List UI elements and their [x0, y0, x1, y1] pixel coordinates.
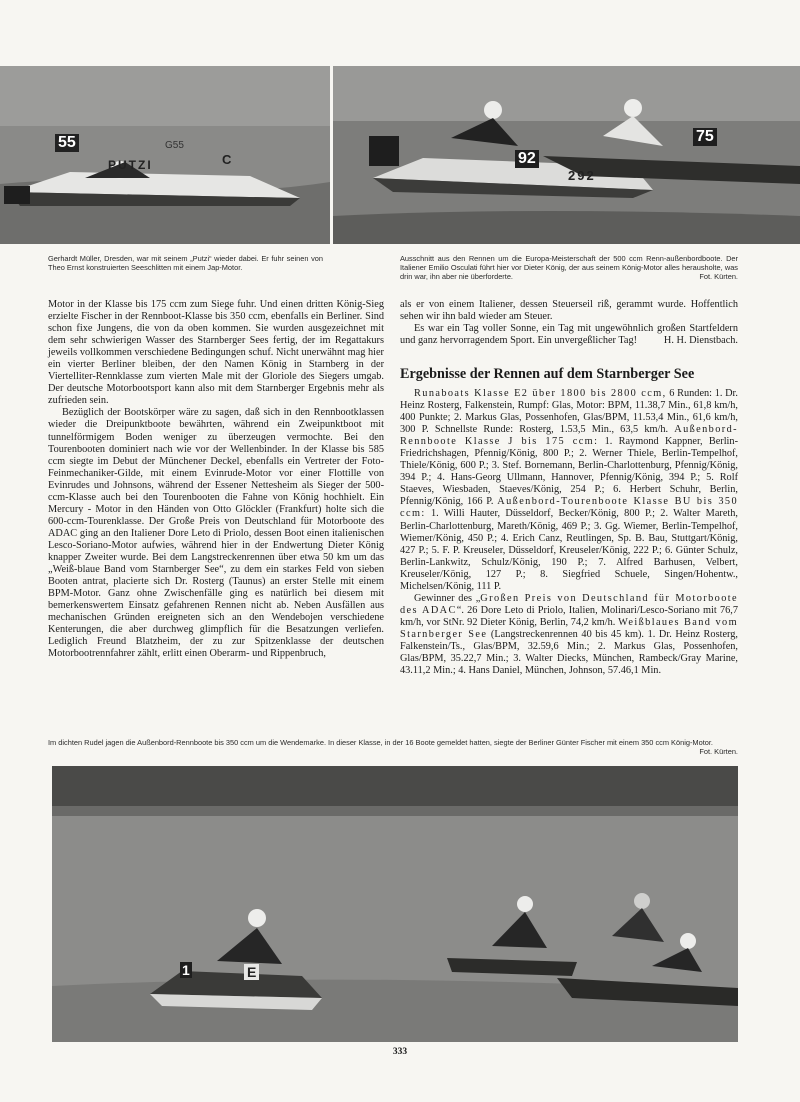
result-block — [400, 593, 738, 677]
photo-outboard-pack — [52, 766, 738, 1042]
results-list — [400, 388, 738, 677]
photo-credit: Fot. Kürten. — [699, 272, 738, 282]
article-paragraph: als er von einem Italiener, dessen Steuerseil riß, gerammt wurde. Hoffentlich sehen wir ihn bald wieder am Steuer. — [400, 299, 738, 323]
page-number: 333 — [392, 1047, 408, 1057]
result-class-title: Außenbord-Rennboote Klasse J bis 175 ccm: — [400, 424, 738, 448]
result-class-title: Außenbord-Tourenboote Klasse BU bis 350 ccm: — [400, 496, 738, 520]
article-paragraph: Motor in der Klasse bis 175 ccm zum Siege fuhr. Und einen dritten König-Sieg erzielte Fischer in der Rennboot-Klasse bis 350 ccm, ebenfalls ein Berliner. Sind schon fixe Jungens, die von da oben kommen. Sie wurden ausgezeichnet mit dem sehr schwierigen Wasser des Starnberger Sees fertig, der im Regattakurs jeweils vollkommen verschiedene Bedingungen schuf. Nicht unerwähnt mag hier ein vierter Berliner bleiben, der den Namen König in Starnberg in der Viertelliter-Rennklasse zum vierten Male mit der Gloriole des Siegers umgab. Der deutsche Motorbootsport kann also mit dem Starnberger Ergebnis mehr als zufrieden sein. — [48, 299, 384, 407]
result-text: “. 26 Dore Leto di Priolo, Italien, Molinari/Lesco-Soriano mit 76,7 km/h, vor StNr. 92 Dieter König, Berlin, 74,2 km/h. — [400, 604, 739, 628]
boat-number-1: 1 — [182, 962, 190, 978]
result-text: 1. Willi Hauter, Düsseldorf, Becker/König, 800 P.; 2. Walter Mareth, Berlin-Charlottenburg, Mareth/König, 469 P.; 3. Gg. Wiemer, Berlin-Tempelhof, Wiemer/König, 450 P.; 4. Erich Canz, Reutlingen, Sp. B. Bau, Stuttgart/König, 427 P.; 5. F. P. Kreuseler, Düsseldorf, Kreuseler/König, 222 P.; 6. Günter Schulz, Berlin-Lankwitz, Schulz/König, 190 P.; 7. Alfred Barhusen, Velbert, Kreuseler/König, 127 P.; 8. Siegfried Schuele, Singen/Hohentw., Michelsen/König, 111 P. — [400, 508, 738, 592]
photo-putzi-boat — [0, 66, 330, 244]
boat-number-92: 92 — [515, 150, 539, 168]
hull-text-putzi: PUTZI — [108, 158, 153, 172]
article-left-column — [48, 299, 384, 660]
hull-number-292: 292 — [568, 168, 596, 183]
caption-top-right-text: Ausschnitt aus den Rennen um die Europa-Meisterschaft der 500 ccm Renn-außenbordboote. Der Italiener Emilio Osculati führt hier vor Dieter König, der aus seinem König-Motor alles herausholte, was drin war, ihn aber nie überforderte. — [400, 254, 738, 282]
article-right-column — [400, 299, 738, 347]
result-text: 1. Raymond Kappner, Berlin-Friedrichshagen, Pfennig/König, 800 P.; 2. Werner Thiele, Berlin-Tempelhof, Thiele/König, 600 P.; 3. Stef. Bornemann, Berlin-Charlottenburg, Pfennig/König, 394 P.; 4. Hans-Georg Ullmann, Hannover, Pfennig/König, 394 P.; 5. Rolf Staeves, Wiesbaden, Staeves/König, 254 P.; 6. Herbert Schuhr, Berlin, Pfennig/König, 166 P. — [400, 436, 738, 508]
boat-number-g55: G55 — [165, 140, 184, 151]
boat-number-55: 55 — [55, 134, 79, 152]
result-class-title: Weißblaues Band vom Starnberger See — [400, 616, 738, 640]
result-text: Gewinner des „ — [414, 592, 481, 604]
author-signature: H. H. Dienstbach. — [663, 335, 738, 347]
hull-letter: C — [222, 152, 232, 167]
results-heading: Ergebnisse der Rennen auf dem Starnberger See — [400, 366, 695, 382]
caption-bottom — [48, 738, 738, 756]
closing-text: Es war ein Tag voller Sonne, ein Tag mit ungewöhnlich großen Startfeldern und ganz hervorragendem Sport. Ein unvergeßlicher Tag! — [400, 323, 738, 347]
article-paragraph — [400, 323, 738, 347]
caption-bottom-text: Im dichten Rudel jagen die Außenbord-Rennboote bis 350 ccm um die Wendemarke. In dieser Klasse, in der 16 Boote gemeldet hatten, siegte der Berliner Günter Fischer mit einem 350 ccm König-Motor. — [48, 738, 713, 747]
result-text: (Langstreckenrennen 40 bis 45 km). 1. Dr. Heinz Rosterg, Falkenstein/Ts., Glas/BPM, 32.59,6 Min.; 2. Markus Glas, Possenhofen, Glas/BPM, 35.22,7 Min.; 3. Walter Diecks, München, Rambeck/Gray Marine, 43.11,2 Min.; 4. Hans Daniel, München, Johnson, 57.46,1 Min. — [400, 628, 738, 677]
result-block — [400, 388, 738, 593]
photo-credit: Fot. Kürten. — [699, 747, 738, 757]
photo-european-championship-race — [333, 66, 800, 244]
caption-top-left: Gerhardt Müller, Dresden, war mit seinem „Putzi“ wieder dabei. Er fuhr seinen von Theo Ernst konstruierten Seeschlitten mit einem Jap-Motor. — [48, 254, 323, 273]
caption-top-right — [400, 254, 738, 282]
result-class-title: Großen Preis von Deutschland für Motorboote des ADAC — [400, 592, 738, 616]
boat-letter-e: E — [244, 964, 259, 980]
result-text: 6 Runden: 1. Dr. Heinz Rosterg, Falkenstein, Rumpf: Glas, Motor: BPM, 11.38,7 Min., 61,8 km/h, 400 Punkte; 2. Markus Glas, Possenhofen, Glas/BPM, 11.53,4 Min., 61,6 km/h, 300 P. Schnellste Runde: Rosterg, 1.53,5 Min., 63,5 km/h. — [400, 388, 738, 436]
article-paragraph: Bezüglich der Bootskörper wäre zu sagen, daß sich in den Rennbootklassen wieder die Dreipunktboote bewährten, während ein Zweipunktboot mit tunnelförmigem Boden weniger zu überzeugen vermochte. Bei den Tourenbooten dominiert nach wie vor der Wellenbinder. In der Klasse bis 585 ccm siegte im Debut der Münchener Deckel, ebenfalls ein Vertreter der Foto-Feinmechaniker-Gilde, mit einem Evinrude-Motor vor einer Flottille von Evinrudes und Johnsons, während der Essener Nettesheim als Sieger der 500-ccm-Klasse auch bei den Tourenbooten die Fahne von König hochhielt. Ein Mercury - Motor in den Händen von Otto Glöckler (Frankfurt) holte sich die 600-ccm-Tourenklasse. Der Große Preis von Deutschland für Motorboote des ADAC ging an den Italiener Dore Leto di Priolo, dessen Boot einen italienischen Lesco-Soriano-Motor aufwies, während hier in der Endwertung Dieter König knapper Zweiter wurde. Bei dem Langstreckenrennen über etwa 50 km um das „Weiß-blaue Band vom Starnberger See“, zu dem ein starkes Feld von sieben Booten antrat, placierte sich Dr. Rosterg (Taunus) an erster Stelle mit einem BPM-Motor. Ganz ohne Zwischenfälle ging es natürlich bei diesem mit bemerkenswertem Einsatz gefahrenen Rennen nicht ab. Neben Ausfällen aus mechanischen Gründen ereigneten sich an den Wendebojen verschiedene Kenterungen, die aber durchweg glimpflich für die Besatzungen verliefen. Lediglich Freund Blatzheim, der zu zur Spitzenklasse der deutschen Motorbootrennfahrer zählt, erlitt einen Oberarm- und Rippenbruch, — [48, 407, 384, 660]
boat-number-75: 75 — [693, 128, 717, 146]
result-class-title: Runaboats Klasse E2 über 1800 bis 2800 ccm, — [414, 388, 667, 399]
